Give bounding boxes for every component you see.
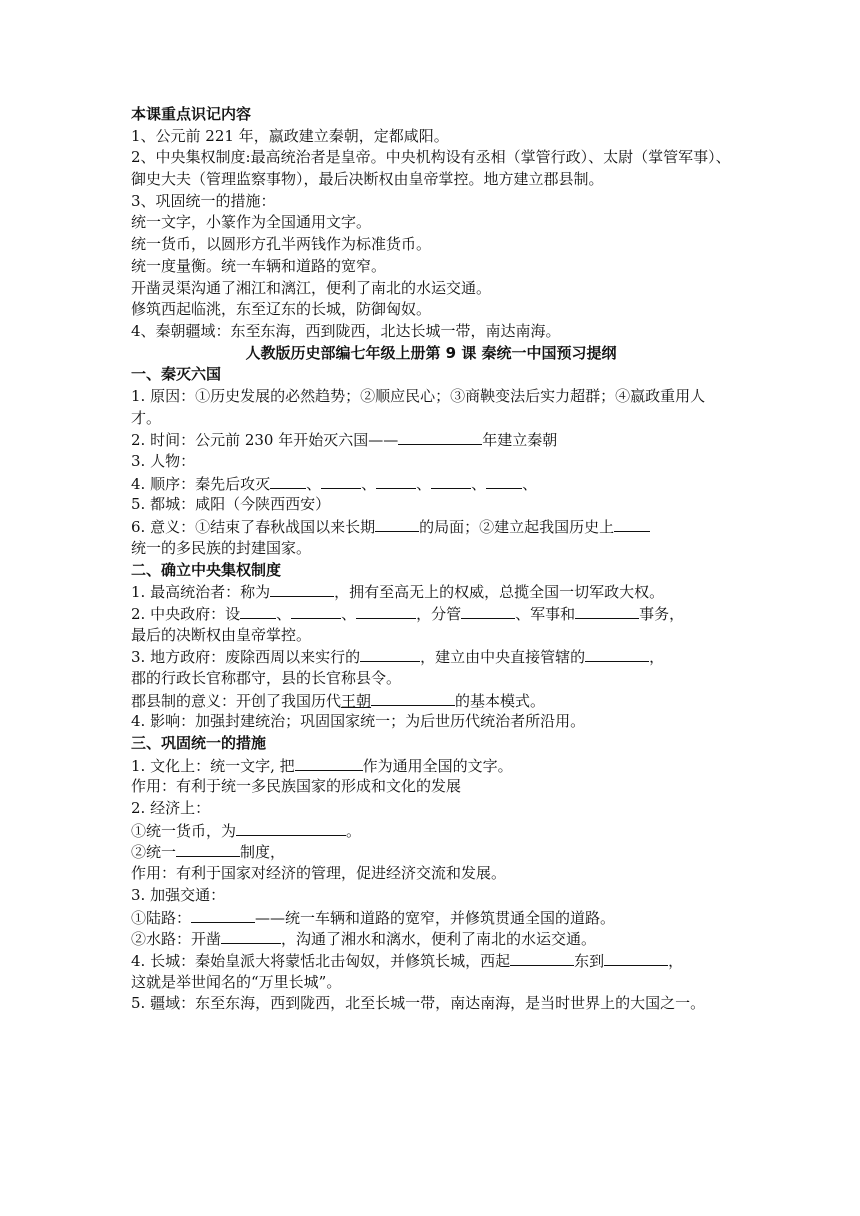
- s2-county-underlined: 王朝: [341, 691, 372, 710]
- s3-culture: [131, 755, 731, 777]
- blank-year[interactable]: [398, 429, 482, 445]
- blank-office-1[interactable]: [240, 603, 276, 619]
- s1-meaning-cont: 统一的多民族的封建国家。: [131, 538, 312, 557]
- s3-land-text: ①陆路：: [131, 908, 192, 927]
- s3-culture-text: 1. 文化上：统一文字, 把: [131, 756, 295, 775]
- blank-situation[interactable]: [375, 516, 419, 532]
- s3-land: [131, 907, 731, 929]
- s3-culture-effect: 作用：有利于统一多民族国家的形成和文化的发展: [131, 777, 462, 796]
- blank-first[interactable]: [614, 516, 650, 532]
- s3-coin: [131, 820, 731, 842]
- s1-time: [131, 429, 731, 451]
- s1-meaning-text-2: 的局面；②建立起我国历史上: [419, 518, 615, 537]
- separator: 、: [471, 474, 487, 493]
- blank-state-5[interactable]: [486, 473, 522, 489]
- blank-county-mode[interactable]: [371, 690, 455, 706]
- s3-traffic: 3. 加强交通：: [131, 885, 226, 904]
- s1-capital: 5. 都城：咸阳（今陕西西安）: [131, 495, 331, 514]
- s2-local-cont: 郡的行政长官称郡守，县的长官称县令。: [131, 668, 402, 687]
- s1-order-text: 4. 顺序：秦先后攻灭: [131, 474, 271, 493]
- blank-script[interactable]: [295, 755, 363, 771]
- summary-line-2: 2、中央集权制度:最高统治者是皇帝。中央机构设有丞相（掌管行政）、太尉（掌管军事）、御史大夫（管理监察事物），最后决断权由皇帝掌控。地方建立郡县制。: [131, 148, 731, 189]
- s3-measure: [131, 841, 731, 863]
- s3-economy: 2. 经济上：: [131, 799, 211, 818]
- summary-heading: 本课重点识记内容: [131, 105, 252, 123]
- s2-central-cont: 最后的决断权由皇帝掌控。: [131, 625, 312, 644]
- s3-water: [131, 928, 731, 950]
- blank-wall-east[interactable]: [604, 950, 668, 966]
- s3-water-text: ②水路：开凿: [131, 930, 222, 949]
- s2-county-meaning: [131, 690, 731, 712]
- s3-land-text-2: ——统一车辆和道路的宽窄，并修筑贯通全国的道路。: [255, 908, 616, 927]
- s2-ruler-text-2: ，拥有至高无上的权威，总揽全国一切军政大权。: [334, 583, 665, 602]
- blank-state-4[interactable]: [431, 473, 471, 489]
- s2-ruler-text: 1. 最高统治者：称为: [131, 583, 271, 602]
- s1-order: [131, 473, 731, 495]
- blank-duty-2[interactable]: [575, 603, 639, 619]
- separator: 、: [522, 474, 538, 493]
- s2-local-text: 3. 地方政府：废除西周以来实行的: [131, 648, 361, 667]
- summary-line-6: 统一度量衡。统一车辆和道路的宽窄。: [131, 256, 387, 275]
- s3-culture-text-2: 作为通用全国的文字。: [362, 756, 513, 775]
- separator: 、: [306, 474, 322, 493]
- s2-local: [131, 646, 731, 668]
- s3-wall-text-2: 东到: [574, 951, 605, 970]
- s1-time-text-end: 年建立秦朝: [482, 431, 558, 450]
- s1-meaning-text: 6. 意义：①结束了春秋战国以来长期: [131, 518, 376, 537]
- blank-canal[interactable]: [221, 928, 281, 944]
- s2-central-text: 2. 中央政府：设: [131, 604, 241, 623]
- s2-county-text: 郡县制的意义：开创了我国历代: [131, 691, 342, 710]
- summary-line-7: 开凿灵渠沟通了湘江和漓江，便利了南北的水运交通。: [131, 278, 492, 297]
- blank-enfeoffment[interactable]: [360, 646, 420, 662]
- blank-wall-west[interactable]: [510, 950, 574, 966]
- blank-state-3[interactable]: [376, 473, 416, 489]
- s3-coin-text: ①统一货币，为: [131, 821, 237, 840]
- s1-meaning: [131, 516, 731, 538]
- summary-line-9: 4、秦朝疆域：东至东海，西到陇西，北达长城一带，南达南海。: [131, 321, 561, 340]
- document-page: [131, 104, 731, 1015]
- s2-local-text-2: ，建立由中央直接管辖的: [420, 648, 586, 667]
- s2-county-text-2: 的基本模式。: [455, 691, 546, 710]
- s2-central-text-2: ，分管: [416, 604, 462, 623]
- document-title: 人教版历史部编七年级上册第 9 课 秦统一中国预习提纲: [245, 343, 617, 362]
- s3-wall: [131, 950, 731, 972]
- s3-measure-text-2: 制度，: [240, 843, 286, 862]
- blank-county-system[interactable]: [585, 646, 649, 662]
- s1-reason: 1. 原因：①历史发展的必然趋势；②顺应民心；③商鞅变法后实力超群；④嬴政重用人才。: [131, 386, 706, 427]
- s2-central-text-3: 、军事和: [515, 604, 576, 623]
- s1-time-text: 2. 时间：公元前 230 年开始灭六国——: [131, 431, 399, 450]
- s3-territory: 5. 疆域：东至东海，西到陇西，北至长城一带，南达南海，是当时世界上的大国之一。: [131, 994, 706, 1013]
- summary-line-1: 1、公元前 221 年，嬴政建立秦朝，定都咸阳。: [131, 126, 449, 145]
- s3-water-text-2: ，沟通了湘水和漓水，便利了南北的水运交通。: [281, 930, 597, 949]
- section-2-heading: 二、确立中央集权制度: [131, 560, 282, 579]
- summary-line-4: 统一文字，小篆作为全国通用文字。: [131, 213, 372, 232]
- s3-measure-text: ②统一: [131, 843, 177, 862]
- s1-people: 3. 人物：: [131, 452, 196, 471]
- separator: 、: [341, 604, 357, 623]
- s2-impact: 4. 影响：加强封建统治；巩固国家统一；为后世历代统治者所沿用。: [131, 712, 586, 731]
- section-1-heading: 一、秦灭六国: [131, 365, 222, 384]
- summary-line-8: 修筑西起临洮，东至辽东的长城，防御匈奴。: [131, 300, 432, 319]
- separator: 、: [416, 474, 432, 493]
- summary-line-3: 3、巩固统一的措施：: [131, 191, 276, 210]
- blank-state-2[interactable]: [321, 473, 361, 489]
- blank-state-1[interactable]: [270, 473, 306, 489]
- blank-currency[interactable]: [236, 820, 346, 836]
- summary-line-5: 统一货币，以圆形方孔半两钱作为标准货币。: [131, 235, 432, 254]
- separator: 、: [276, 604, 292, 623]
- s2-local-text-3: ，: [649, 648, 665, 667]
- s2-ruler: [131, 581, 731, 603]
- s3-wall-text-3: ，: [668, 951, 684, 970]
- s2-central-text-4: 事务，: [639, 604, 685, 623]
- blank-road[interactable]: [191, 907, 255, 923]
- s2-central: [131, 603, 731, 625]
- blank-emperor[interactable]: [270, 581, 334, 597]
- s3-econ-effect: 作用：有利于国家对经济的管理，促进经济交流和发展。: [131, 864, 507, 883]
- section-3-heading: 三、巩固统一的措施: [131, 734, 267, 752]
- blank-measures[interactable]: [176, 841, 240, 857]
- separator: 、: [361, 474, 377, 493]
- s3-coin-text-2: 。: [346, 821, 362, 840]
- s3-wall-cont: 这就是举世闻名的“万里长城”。: [131, 972, 342, 991]
- blank-office-2[interactable]: [291, 603, 341, 619]
- s3-wall-text: 4. 长城：秦始皇派大将蒙恬北击匈奴，并修筑长城，西起: [131, 951, 511, 970]
- blank-office-3[interactable]: [356, 603, 416, 619]
- blank-duty-1[interactable]: [461, 603, 515, 619]
